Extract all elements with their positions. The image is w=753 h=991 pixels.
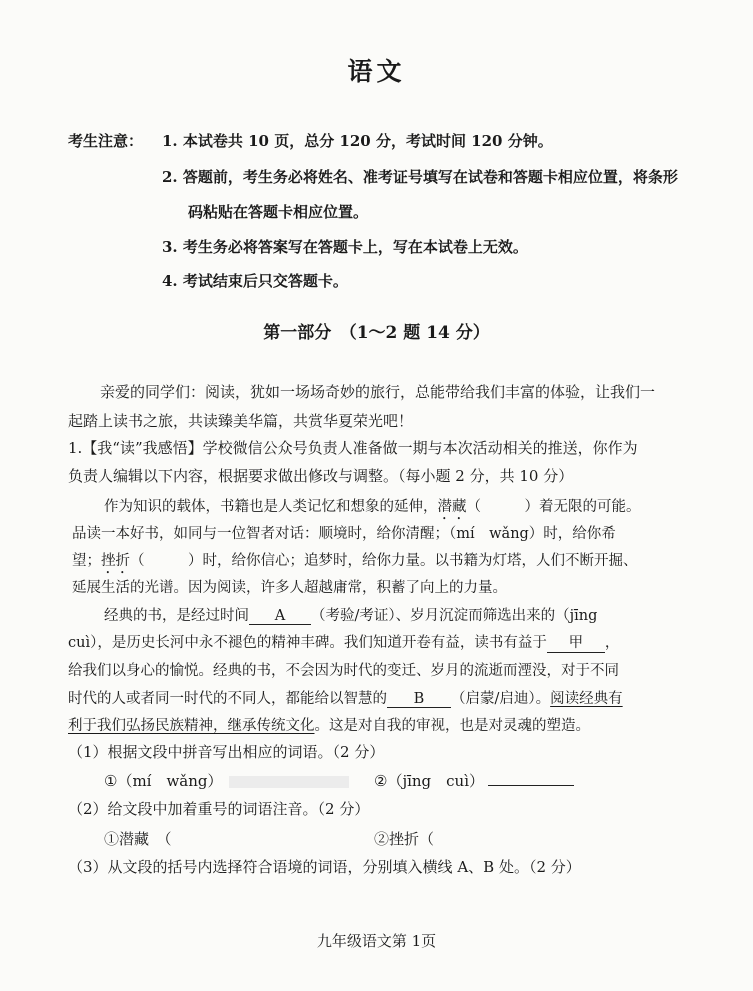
section-heading: 第一部分 （1～2 题 14 分）: [263, 323, 490, 343]
subquestion-1: （1）根据文段中拼音写出相应的词语。（2 分）: [68, 743, 385, 761]
notice-item-3: 3. 考生务必将答案写在答题卡上，写在本试卷上无效。: [162, 238, 528, 256]
subquestion-2-item-a: ①潜藏 （: [104, 830, 172, 848]
notice-item-4: 4. 考试结束后只交答题卡。: [162, 272, 348, 290]
notice-item-2: 2. 答题前，考生务必将姓名、准考证号填写在试卷和答题卡相应位置，将条形: [162, 168, 678, 186]
blank-b: B: [387, 691, 451, 708]
page-title: 语文: [347, 57, 406, 86]
intro-line-1: 亲爱的同学们：阅读，犹如一场场奇妙的旅行，总能带给我们丰富的体验，让我们一: [100, 383, 656, 401]
passage-line-3: 望；挫折（ ）时，给你信心；追梦时，给你力量。以书籍为灯塔，人们不断开掘、: [72, 553, 638, 569]
subquestion-1-item-a: ①（mí wǎng）: [104, 770, 349, 791]
passage-line-2: 品读一本好书，如同与一位智者对话：顺境时，给你清醒；（mí wǎng）时，给你希: [72, 526, 616, 542]
emphasis-word-1: 潜藏: [437, 499, 467, 515]
passage-line-9: 利于我们弘扬民族精神，继承传统文化。这是对自我的审视，也是对灵魂的塑造。: [68, 718, 590, 734]
passage-line-1: 作为知识的载体，书籍也是人类记忆和想象的延伸，潜藏（ ）着无限的可能。: [104, 499, 641, 515]
passage-line-5: 经典的书，是经过时间 A （考验/考证）、岁月沉淀而筛选出来的（jīng: [104, 608, 598, 624]
erased-mark: [229, 776, 349, 788]
notice-item-1: 1. 本试卷共 10 页，总分 120 分，考试时间 120 分钟。: [162, 132, 553, 150]
subquestion-2: （2）给文段中加着重号的词语注音。（2 分）: [68, 800, 370, 818]
answer-blank: [488, 785, 574, 786]
passage-line-8: 时代的人或者同一时代的不同人，都能给以智慧的 B （启蒙/启迪）。阅读经典有: [68, 691, 623, 707]
underlined-sentence-end: 利于我们弘扬民族精神，继承传统文化: [68, 718, 315, 734]
intro-line-2: 起踏上读书之旅，共读臻美华篇，共赏华夏荣光吧！: [68, 412, 414, 430]
blank-jia: 甲: [547, 631, 605, 653]
notice-label: 考生注意：: [68, 132, 144, 150]
passage-line-4: 延展生活的光谱。因为阅读，许多人超越庸常，积蓄了向上的力量。: [72, 580, 507, 596]
blank-a: A: [249, 608, 311, 625]
subquestion-3: （3）从文段的括号内选择符合语境的词语，分别填入横线 A、B 处。（2 分）: [68, 858, 581, 876]
subquestion-1-item-b: ②（jīng cuì）: [374, 770, 574, 791]
emphasis-word-2: 挫折: [101, 553, 130, 569]
question-1-line-2: 负责人编辑以下内容，根据要求做出修改与调整。（每小题 2 分，共 10 分）: [68, 467, 574, 485]
page-footer: 九年级语文第 1页: [316, 932, 437, 950]
subquestion-2-item-b: ②挫折（: [374, 830, 435, 848]
passage-line-7: 给我们以身心的愉悦。经典的书，不会因为时代的变迁、岁月的流逝而湮没，对于不同: [68, 663, 619, 679]
notice-item-2-cont: 码粘贴在答题卡相应位置。: [188, 203, 369, 221]
underlined-sentence-start: 阅读经典有: [550, 691, 623, 707]
question-1-line-1: 1.【我“读”我感悟】学校微信公众号负责人准备做一期与本次活动相关的推送，你作为: [68, 439, 638, 457]
passage-line-6: cuì），是历史长河中永不褪色的精神丰碑。我们知道开卷有益，读书有益于 甲 ，: [68, 631, 619, 653]
